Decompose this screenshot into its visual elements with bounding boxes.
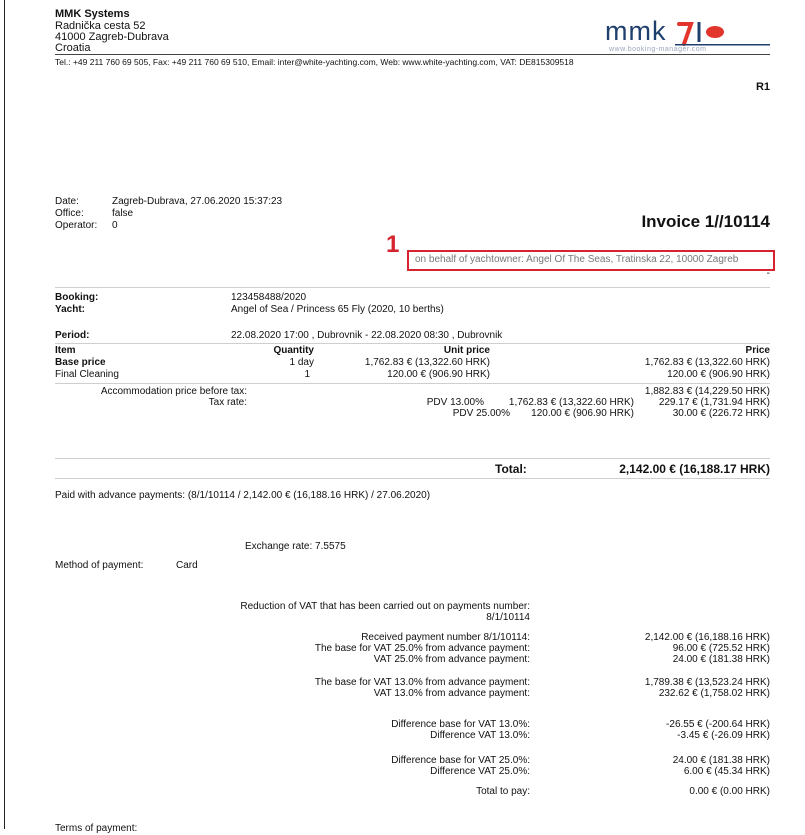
- yacht-value: Angel of Sea / Princess 65 Fly (2020, 10 berths): [231, 304, 444, 315]
- logo-wordmark: mmk: [605, 16, 667, 46]
- payment-value: 96.00 € (725.52 HRK): [672, 643, 770, 654]
- paid-rule: [55, 478, 770, 479]
- total-label: Total:: [495, 462, 527, 476]
- reduction-line2: 8/1/10114: [486, 612, 530, 623]
- table-row-quantity: 1: [304, 369, 310, 380]
- tax-rule: [55, 383, 770, 384]
- terms-label: Terms of payment:: [55, 823, 138, 834]
- payment-value: 232.62 € (1,758.02 HRK): [658, 688, 770, 699]
- col-unit-price-header: Unit price: [443, 345, 490, 356]
- table-row-quantity: 1 day: [289, 357, 314, 368]
- accommodation-value: 1,882.83 € (14,229.50 HRK): [644, 386, 770, 397]
- office-value: false: [112, 208, 134, 219]
- payment-value: 1,789.38 € (13,523.24 HRK): [644, 677, 770, 688]
- tax-rate-label: Tax rate:: [208, 397, 247, 408]
- doc-code: R1: [755, 81, 770, 93]
- col-price-header: Price: [745, 345, 770, 356]
- company-street: Radnička cesta 52: [55, 20, 146, 32]
- col-quantity-header: Quantity: [273, 345, 314, 356]
- payment-label: The base for VAT 13.0% from advance payment:: [314, 677, 530, 688]
- table-row-price: 120.00 € (906.90 HRK): [667, 369, 770, 380]
- invoice-title: Invoice 1//10114: [641, 212, 770, 231]
- payment-value: 24.00 € (181.38 HRK): [672, 654, 770, 665]
- company-country: Croatia: [55, 42, 91, 54]
- exchange-rate: Exchange rate: 7.5575: [245, 541, 346, 552]
- reduction-line1: Reduction of VAT that has been carried out on payments number:: [240, 601, 530, 612]
- table-row-item: Final Cleaning: [55, 369, 119, 380]
- method-label: Method of payment:: [55, 560, 144, 571]
- company-contact: Tel.: +49 211 760 69 505, Fax: +49 211 760 69 510, Email: inter@white-yachting.com, Web: www.white-yachting.com, VAT: DE815309518: [55, 57, 574, 67]
- yacht-label: Yacht:: [55, 304, 86, 315]
- payment-label: Total to pay:: [476, 786, 530, 797]
- tax-rate-13: PDV 13.00%: [426, 397, 484, 408]
- payment-label: The base for VAT 25.0% from advance payment:: [314, 643, 530, 654]
- payment-label: VAT 13.0% from advance payment:: [373, 688, 530, 699]
- payment-value: 6.00 € (45.34 HRK): [683, 766, 770, 777]
- company-name: MMK Systems: [55, 8, 130, 20]
- yachtowner-highlight-box: [407, 250, 775, 271]
- payment-value: 24.00 € (181.38 HRK): [672, 755, 770, 766]
- items-rule: [55, 343, 770, 344]
- page-edge-line: [4, 0, 5, 829]
- table-row-unit-price: 1,762.83 € (13,322.60 HRK): [364, 357, 490, 368]
- paid-text: Paid with advance payments: (8/1/10114 / 2,142.00 € (16,188.16 HRK) / 27.06.2020): [55, 490, 431, 501]
- date-label: Date:: [55, 196, 79, 207]
- yachtowner-text: on behalf of yachtowner: Angel Of The Seas, Tratinska 22, 10000 Zagreb: [415, 254, 739, 265]
- dash-mark: -: [766, 268, 770, 279]
- method-value: Card: [176, 560, 198, 571]
- logo-mark-icon: [675, 20, 770, 48]
- payment-label: Received payment number 8/1/10114:: [361, 632, 530, 643]
- company-city: 41000 Zagreb-Dubrava: [55, 31, 169, 43]
- booking-value: 123458488/2020: [231, 292, 307, 303]
- booking-label: Booking:: [55, 292, 99, 303]
- operator-value: 0: [112, 220, 118, 231]
- table-row-unit-price: 120.00 € (906.90 HRK): [387, 369, 490, 380]
- period-label: Period:: [55, 330, 90, 341]
- tax-rate-25: PDV 25.00%: [452, 408, 510, 419]
- table-row-item: Base price: [55, 357, 106, 368]
- tax-amount-25: 30.00 € (226.72 HRK): [672, 408, 770, 419]
- accommodation-label: Accommodation price before tax:: [100, 386, 247, 397]
- booking-rule: [55, 287, 770, 288]
- payment-value: 0.00 € (0.00 HRK): [689, 786, 770, 797]
- tax-amount-13: 229.17 € (1,731.94 HRK): [658, 397, 770, 408]
- operator-label: Operator:: [55, 220, 98, 231]
- payment-label: VAT 25.0% from advance payment:: [373, 654, 530, 665]
- logo-url: www.booking-manager.com: [609, 46, 707, 53]
- date-value: Zagreb-Dubrava, 27.06.2020 15:37:23: [112, 196, 283, 207]
- total-value: 2,142.00 € (16,188.17 HRK): [619, 462, 770, 476]
- tax-base-13: 1,762.83 € (13,322.60 HRK): [508, 397, 634, 408]
- table-row-price: 1,762.83 € (13,322.60 HRK): [644, 357, 770, 368]
- mmk-logo: [605, 16, 770, 54]
- period-value: 22.08.2020 17:00 , Dubrovnik - 22.08.2020 08:30 , Dubrovnik: [231, 330, 503, 341]
- total-rule: [55, 458, 770, 459]
- header-rule: [55, 54, 770, 55]
- col-item-header: Item: [55, 345, 76, 356]
- tax-base-25: 120.00 € (906.90 HRK): [531, 408, 634, 419]
- office-label: Office:: [55, 208, 84, 219]
- payment-value: 2,142.00 € (16,188.16 HRK): [644, 632, 770, 643]
- payment-label: Difference VAT 13.0%:: [430, 730, 530, 741]
- payment-label: Difference VAT 25.0%:: [430, 766, 530, 777]
- payment-label: Difference base for VAT 25.0%:: [391, 755, 530, 766]
- annotation-marker: 1: [386, 231, 400, 258]
- payment-value: -3.45 € (-26.09 HRK): [677, 730, 770, 741]
- payment-label: Difference base for VAT 13.0%:: [391, 719, 530, 730]
- payment-value: -26.55 € (-200.64 HRK): [666, 719, 770, 730]
